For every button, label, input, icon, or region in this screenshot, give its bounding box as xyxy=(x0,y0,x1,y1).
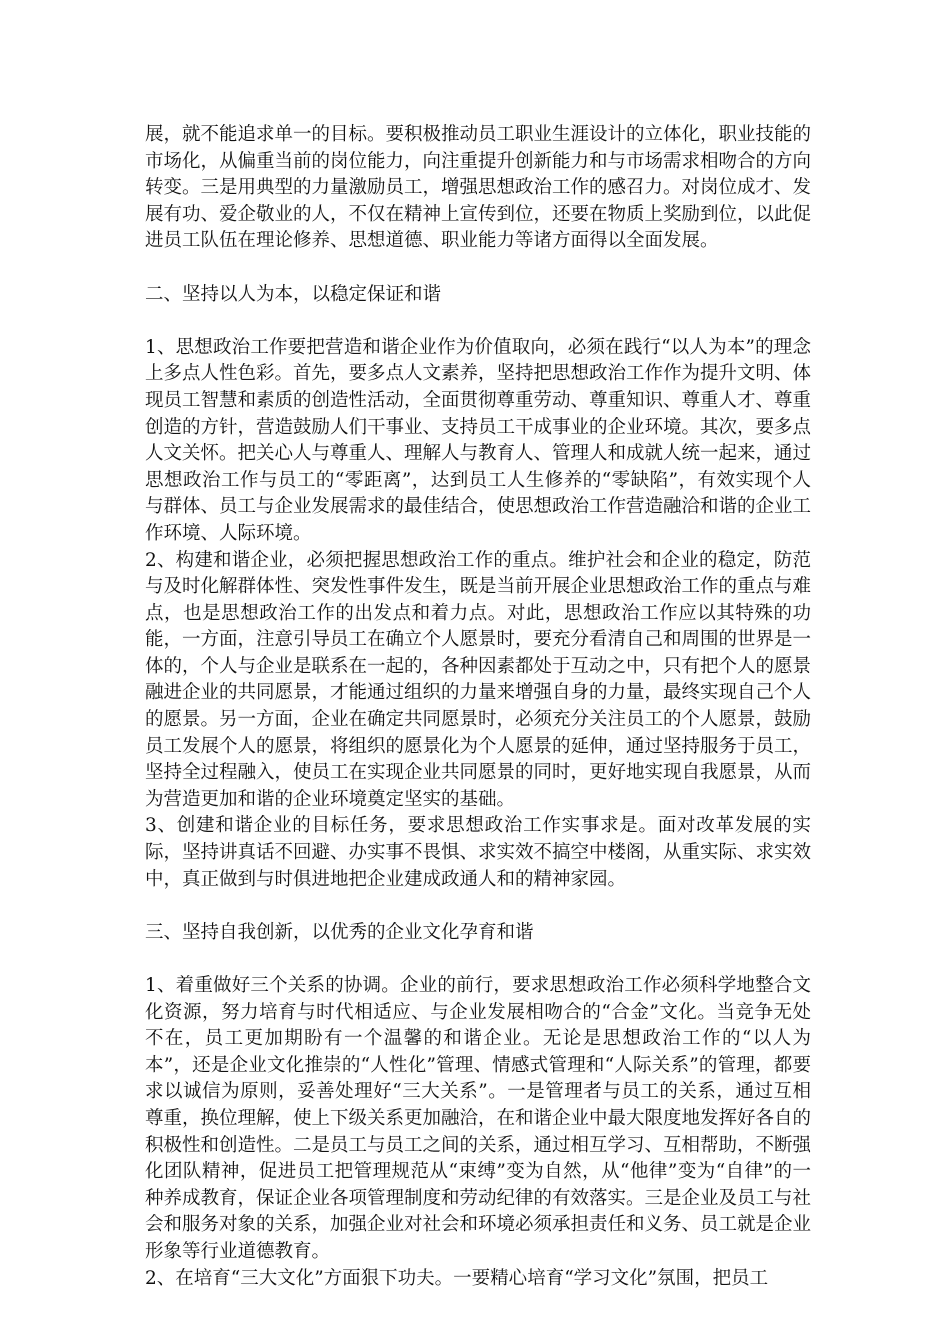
section-heading-3: 三、坚持自我创新，以优秀的企业文化孕育和谐 xyxy=(145,921,534,943)
paragraph-gap xyxy=(145,308,811,335)
section-3-paragraph-1: 1、着重做好三个关系的协调。企业的前行，要求思想政治工作必须科学地整合文化资源，努力培育与时代相适应、与企业发展相吻合的“合金”文化。当竞争无处不在，员工更加期盼有一个温馨的和谐企业。无论是思想政治工作的“以人为本”，还是企业文化推崇的“人性化”管理、情感式管理和“人际关系”的管理，都要求以诚信为原则，妥善处理好“三大关系”。一是管理者与员工的关系，通过互相尊重，换位理解，使上下级关系更加融洽，在和谐企业中最大限度地发挥好各自的积极性和创造性。二是员工与员工之间的关系，通过相互学习、互相帮助，不断强化团队精神，促进员工把管理规范从“束缚”变为自然，从“他律”变为“自律”的一种养成教育，保证企业各项管理制度和劳动纪律的有效落实。三是企业及员工与社会和服务对象的关系，加强企业对社会和环境必须承担责任和义务、员工就是企业形象等行业道德教育。 xyxy=(145,975,812,1262)
intro-paragraph: 展，就不能追求单一的目标。要积极推动员工职业生涯设计的立体化，职业技能的市场化，从偏重当前的岗位能力，向注重提升创新能力和与市场需求相吻合的方向转变。三是用典型的力量激励员工，增强思想政治工作的感召力。对岗位成才、发展有功、爱企敬业的人，不仅在精神上宣传到位，还要在物质上奖励到位，以此促进员工队伍在理论修养、思想道德、职业能力等诸方面得以全面发展。 xyxy=(145,124,812,252)
paragraph-gap xyxy=(145,255,811,282)
paragraph-gap xyxy=(145,946,811,973)
section-2-paragraph-2: 2、构建和谐企业，必须把握思想政治工作的重点。维护社会和企业的稳定，防范与及时化解群体性、突发性事件发生，既是当前开展企业思想政治工作的重点与难点，也是思想政治工作的出发点和着力点。对此，思想政治工作应以其特殊的功能，一方面，注意引导员工在确立个人愿景时，要充分看清自己和周围的世界是一体的，个人与企业是联系在一起的，各种因素都处于互动之中，只有把个人的愿景融进企业的共同愿景，才能通过组织的力量来增强自身的力量，最终实现自己个人的愿景。另一方面，企业在确定共同愿景时，必须充分关注员工的个人愿景，鼓励员工发展个人的愿景，将组织的愿景化为个人愿景的延伸，通过坚持服务于员工，坚持全过程融入，使员工在实现企业共同愿景的同时，更好地实现自我愿景，从而为营造更加和谐的企业环境奠定坚实的基础。 xyxy=(145,549,812,810)
document-page xyxy=(145,122,811,1292)
section-heading-2: 二、坚持以人为本，以稳定保证和谐 xyxy=(145,283,442,305)
section-2-paragraph-1: 1、思想政治工作要把营造和谐企业作为价值取向，必须在践行“以人为本”的理念上多点人性色彩。首先，要多点人文素养，坚持把思想政治工作作为提升文明、体现员工智慧和素质的创造性活动，全面贯彻尊重劳动、尊重知识、尊重人才、尊重创造的方针，营造鼓励人们干事业、支持员工干成事业的企业环境。其次，要多点人文关怀。把关心人与尊重人、理解人与教育人、管理人和成就人统一起来，通过思想政治工作与员工的“零距离”，达到员工人生修养的“零缺陷”，有效实现个人与群体、员工与企业发展需求的最佳结合，使思想政治工作营造融洽和谐的企业工作环境、人际环境。 xyxy=(145,336,812,544)
section-2-paragraph-3: 3、创建和谐企业的目标任务，要求思想政治工作实事求是。面对改革发展的实际，坚持讲真话不回避、办实事不畏惧、求实效不搞空中楼阁，从重实际、求实效中，真正做到与时俱进地把企业建成政通人和的精神家园。 xyxy=(145,815,812,890)
paragraph-gap xyxy=(145,893,811,920)
section-3-paragraph-2: 2、在培育“三大文化”方面狠下功夫。一要精心培育“学习文化”氛围，把员工 xyxy=(145,1267,769,1289)
